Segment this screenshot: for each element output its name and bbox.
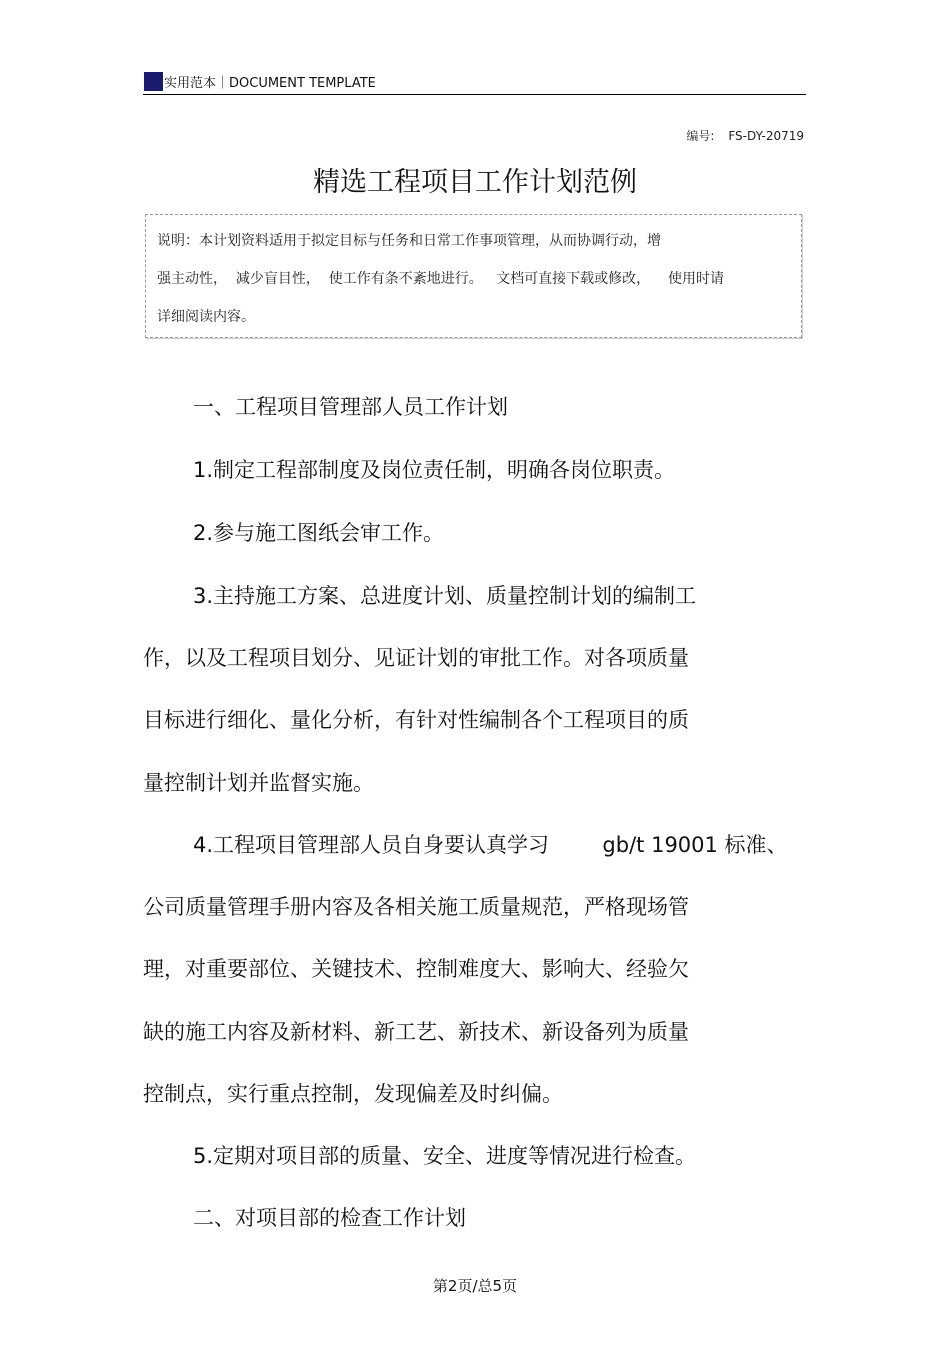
header-text: 实用范本｜DOCUMENT TEMPLATE (164, 76, 376, 91)
document-number-label: 编号: (686, 129, 715, 143)
section-heading-1: 一、工程项目管理部人员工作计划 (193, 395, 508, 419)
section-heading-2: 二、对项目部的检查工作计划 (193, 1206, 466, 1230)
logo-square-icon (144, 72, 163, 91)
note-line: 详细阅读内容。 (157, 309, 255, 325)
body-line: 缺的施工内容及新材料、新工艺、新技术、新设备列为质量 (143, 1020, 689, 1044)
body-line: 3.主持施工方案、总进度计划、质量控制计划的编制工 (193, 584, 697, 608)
body-line: 公司质量管理手册内容及各相关施工质量规范，严格现场管 (143, 895, 689, 919)
document-number-value: FS-DY-20719 (728, 129, 804, 143)
body-line: 目标进行细化、量化分析，有针对性编制各个工程项目的质 (143, 708, 689, 732)
body-line: 量控制计划并监督实施。 (143, 771, 374, 795)
page-header (143, 70, 806, 95)
page-footer: 第2页/总5页 (432, 1277, 518, 1295)
body-line: 1.制定工程部制度及岗位责任制，明确各岗位职责。 (193, 458, 676, 482)
page-title: 精选工程项目工作计划范例 (313, 167, 637, 198)
body-line: 作，以及工程项目划分、见证计划的审批工作。对各项质量 (143, 646, 689, 670)
body-line: 理，对重要部位、关键技术、控制难度大、影响大、经验欠 (143, 957, 689, 981)
body-line: 4.工程项目管理部人员自身要认真学习 gb/t 19001 标准、 (193, 833, 788, 857)
body-line: 5.定期对项目部的质量、安全、进度等情况进行检查。 (193, 1144, 697, 1168)
body-line: 控制点，实行重点控制，发现偏差及时纠偏。 (143, 1082, 563, 1106)
body-line: 2.参与施工图纸会审工作。 (193, 521, 445, 545)
note-line: 说明：本计划资料适用于拟定目标与任务和日常工作事项管理，从而协调行动，增 (157, 233, 661, 249)
document-number (686, 127, 804, 144)
note-line: 强主动性， 减少盲目性， 使工作有条不紊地进行。 文档可直接下载或修改， 使用时请 (157, 271, 724, 287)
note-box (145, 214, 802, 338)
